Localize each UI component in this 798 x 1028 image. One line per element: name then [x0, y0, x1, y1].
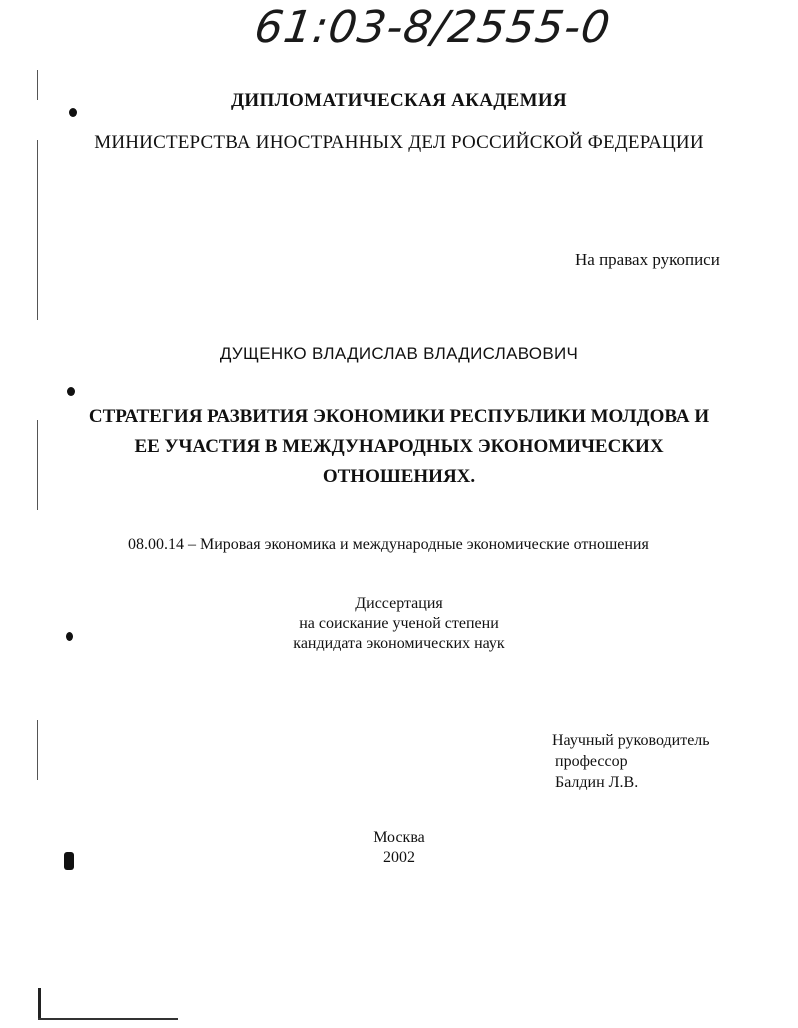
punch-hole-mark [67, 387, 75, 396]
supervisor-block [552, 730, 710, 793]
degree-statement [0, 594, 798, 654]
supervisor-role: Научный руководитель [552, 732, 710, 749]
supervisor-rank: профессор [555, 753, 628, 770]
city: Москва [373, 829, 425, 846]
manuscript-note: На правах рукописи [575, 250, 720, 269]
scan-edge-line [37, 140, 38, 320]
scan-edge-line [37, 70, 38, 100]
year: 2002 [383, 849, 415, 866]
degree-line: Диссертация [355, 595, 443, 612]
organization-name: ДИПЛОМАТИЧЕСКАЯ АКАДЕМИЯ [231, 90, 567, 111]
ministry-name: МИНИСТЕРСТВА ИНОСТРАННЫХ ДЕЛ РОССИЙСКОЙ ФЕДЕРАЦИИ [94, 132, 704, 153]
scan-edge-stroke [38, 988, 41, 1020]
supervisor-name: Балдин Л.В. [555, 774, 639, 791]
dissertation-title [0, 402, 798, 492]
punch-hole-mark [69, 108, 77, 117]
title-line: ОТНОШЕНИЯХ. [322, 466, 476, 487]
scan-edge-line [37, 420, 38, 510]
title-line: ЕЕ УЧАСТИЯ В МЕЖДУНАРОДНЫХ ЭКОНОМИЧЕСКИХ [134, 436, 664, 457]
city-year [0, 828, 798, 868]
author-name: ДУЩЕНКО ВЛАДИСЛАВ ВЛАДИСЛАВОВИЧ [219, 344, 579, 363]
specialty-code: 08.00.14 – Мировая экономика и международные экономические отношения [128, 536, 649, 553]
punch-hole-mark [66, 632, 73, 641]
archive-code-handwritten: 61:03-8/2555-0 [251, 2, 614, 53]
degree-line: кандидата экономических наук [293, 635, 505, 652]
scan-edge-line [37, 720, 38, 780]
punch-hole-mark [64, 852, 74, 870]
title-line: СТРАТЕГИЯ РАЗВИТИЯ ЭКОНОМИКИ РЕСПУБЛИКИ МОЛДОВА И [88, 406, 710, 427]
degree-line: на соискание ученой степени [299, 615, 499, 632]
scan-edge-stroke [38, 1018, 178, 1020]
